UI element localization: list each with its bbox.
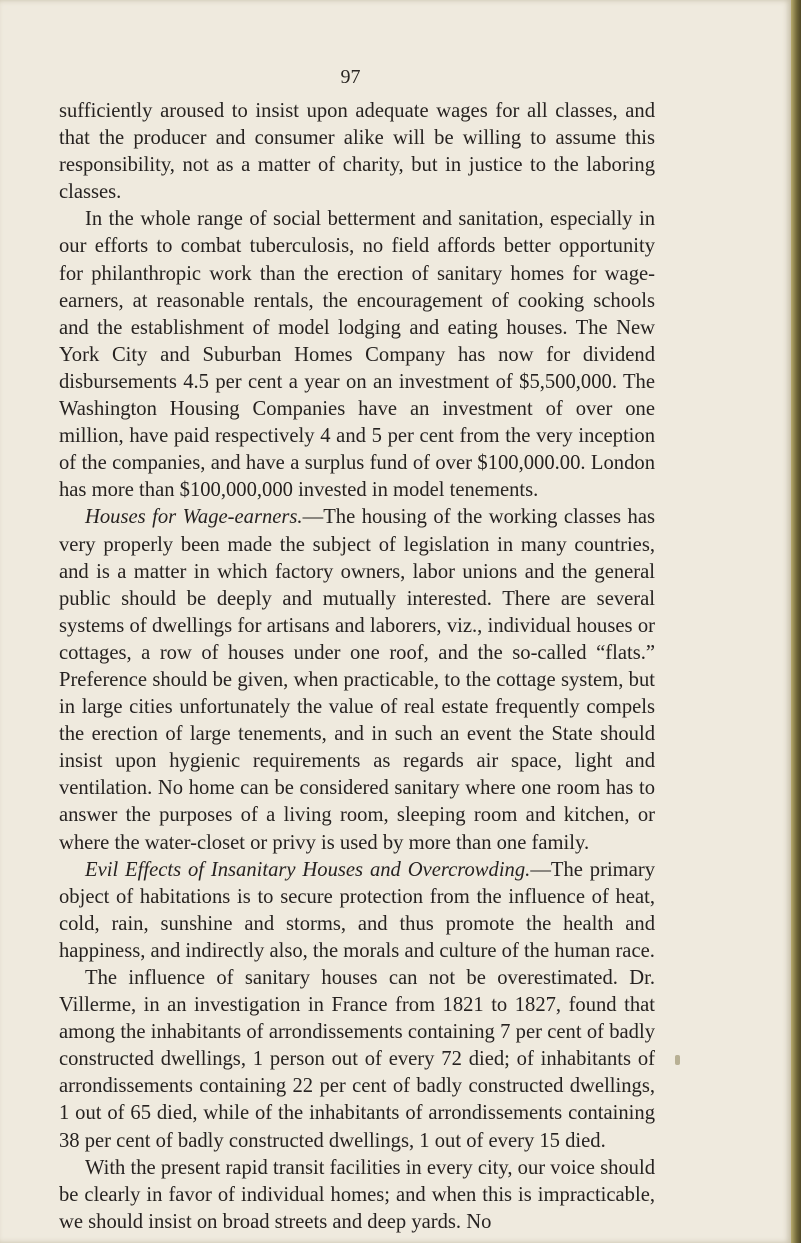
book-spine-edge bbox=[791, 0, 801, 1243]
section-heading-evil-effects: Evil Effects of Insanitary Houses and Overcrowding. bbox=[85, 858, 531, 881]
scan-speck bbox=[675, 1055, 680, 1065]
paragraph-6 bbox=[59, 1155, 655, 1236]
paragraph-text: With the present rapid transit facilities in every city, our voice should be clearly in favor of individual homes; and when this is impracticable, we should insist on broad streets and deep yards. No bbox=[59, 1156, 655, 1233]
paragraph-text: In the whole range of social betterment and sanitation, especially in our efforts to combat tuberculosis, no field affords better opportunity for philanthropic work than the erection of sanitary homes for wage-earners, at reasonable rentals, the encouragement of cooking schools and the establishment of model lodging and eating houses. The New York City and Suburban Homes Company has now for dividend disbursements 4.5 per cent a year on an investment of $5,500,000. The Washington Housing Companies have an investment of over one million, have paid respectively 4 and 5 per cent from the very inception of the companies, and have a surplus fund of over $100,000.00. London has more than $100,000,000 invested in model tenements. bbox=[59, 208, 655, 502]
section-heading-houses-for-wage-earners: Houses for Wage-earners. bbox=[85, 506, 303, 529]
paragraph-text: —The housing of the working classes has very properly been made the subject of legislation in many countries, and is a matter in which factory owners, labor unions and the general public should be deeply and mutually interested. There are several systems of dwellings for artisans and laborers, viz., individual houses or cottages, a row of houses under one roof, and the so-called “flats.” Preference should be given, when practicable, to the cottage system, but in large cities unfortunately the value of real estate frequently compels the erection of large tenements, and in such an event the State should insist upon hygienic requirements as regards air space, light and ventilation. No home can be considered sanitary where one room has to answer the purposes of a living room, sleeping room and kitchen, or where the water-closet or privy is used by more than one family. bbox=[59, 506, 656, 854]
paragraph-text: —The primary object of habitations is to secure protection from the influence of heat, cold, rain, sunshine and storms, and thus promote the health and happiness, and indirectly also, the morals and culture of the human race. bbox=[59, 858, 655, 962]
paragraph-1 bbox=[59, 98, 655, 206]
paragraph-5 bbox=[59, 965, 655, 1155]
paragraph-4 bbox=[59, 857, 655, 965]
body-text bbox=[59, 98, 655, 1236]
page-number: 97 bbox=[340, 66, 361, 88]
paragraph-text: The influence of sanitary houses can not be overestimated. Dr. Villerme, in an investigation in France from 1821 to 1827, found that among the inhabitants of arrondissements containing 7 per cent of badly constructed dwellings, 1 person out of every 72 died; of inhabitants of arrondissements containing 22 per cent of badly constructed dwellings, 1 out of 65 died, while of the inhabitants of arrondissements containing 38 per cent of badly constructed dwellings, 1 out of every 15 died. bbox=[59, 967, 655, 1152]
paragraph-text: sufficiently aroused to insist upon adequate wages for all classes, and that the producer and consumer alike will be willing to assume this responsibility, not as a matter of charity, but in justice to the laboring classes. bbox=[59, 100, 655, 204]
paragraph-2 bbox=[59, 206, 655, 504]
paragraph-3 bbox=[59, 504, 655, 856]
